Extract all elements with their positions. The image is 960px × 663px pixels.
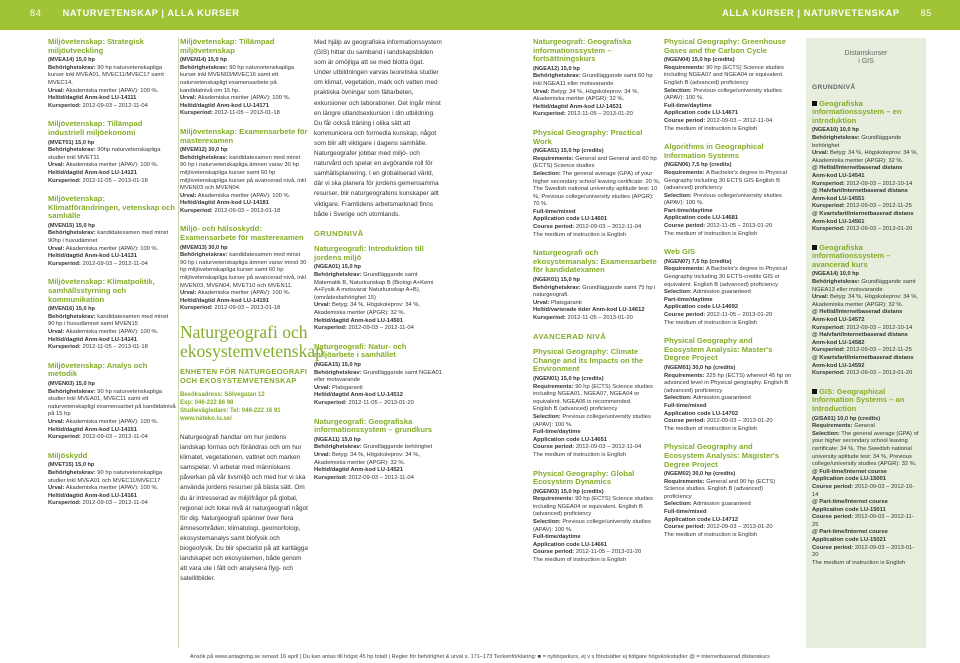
course-detail: Heltid/dagtid Anm-kod LU-14191 [180, 297, 270, 304]
course-detail: Course period: 2012-11-05 – 2013-01-20 [664, 312, 773, 318]
course-detail: Kursperiod: 2012-09-03 – 2012-10-14 [812, 180, 913, 187]
course-title[interactable]: Naturgeografi och ekosystemanalys: Examensarbete för kandidatexamen [533, 248, 657, 275]
course-detail: Behörighetskrav: Grundläggande samt NGEA01 eller motsvarande [314, 369, 442, 384]
course-detail: Behörighetskrav: 90 hp naturvetenskapliga kurser inkl MVEN03/MVEC16 samt ett naturvetenskapligt examensarbete på kandidatnivå om 15 hp. [180, 64, 295, 94]
course-detail: @ Kvartsfart/Internetbaserad distans [812, 355, 914, 361]
intro-text-cont: Med hjälp av geografiska informationssystem (GIS) hittar du samband i landskapsbilden som är omöjliga att se med blotta ögat. Under utbildningen varvas teoretiska studier om klimat, vegetation, mark och vatten med praktiska övningar som fältarbeten, exkursioner och laborationer. Det ingår minst en längre utlandsexkursion i din utbildning. Du får också träning i olika sätt att kommunicera och formedla kunskap, något som blir allt viktigare i dagens samhälle. Naturgeografer jobbar med miljö- och naturvård och spelar en avgörande roll för samhällsplanering. I en globaliserad värld, där vi ska planera för jordens gemensamma resurser, blir naturgeografens kunskaper allt viktigare. Framtidens arbetsmarknad finns både i Sverige och utomlands. [314, 39, 442, 218]
course-detail: Course period: 2012-09-03 – 2013-01-20 [812, 544, 915, 559]
course-entry [48, 195, 176, 268]
course-title[interactable]: Physical Geography: Practical Work [533, 127, 643, 146]
course-detail: Behörighetskrav: kandidatexamen med minst 90 hp i naturvetenskapliga ämnen varav minst 30 hp miljövetenskapliga kurser samt 60 hp miljövetenskapliga kurser på avancerad nivå, inkl MVEN03, MVEN04, MVET10 och MVEN11. [180, 252, 307, 289]
course-detail: Application code LU-14671 [664, 110, 739, 117]
course-detail: Heltid/dagtid Anm-kod LU-14161 [48, 492, 138, 499]
course-detail: Full-time/daytime [664, 102, 712, 109]
course-entry [48, 452, 176, 508]
course-entry [180, 128, 308, 216]
course-entry [533, 249, 661, 322]
course-detail: Requirements: A Bachelor's degree in Physical Geography including 30 ECTS-credits GIS or equivalent. English B (advanced) proficiency [664, 266, 787, 288]
course-detail: Requirements: 225 hp (ECTS) whereof 45 hp on advanced level in Physical geography. English B (advanced) proficiency [664, 372, 792, 394]
course-code: (MVEM12) 30,0 hp [180, 147, 228, 154]
course-code: (NGEN01) 15,0 hp (credits) [533, 375, 604, 382]
course-detail: Kursperiod: 2012-09-03 – 2012-11-04 [314, 474, 414, 481]
course-code: (NGEA12) 15,0 hp [533, 65, 580, 72]
course-detail: Urval: Akademiska meriter (APAV): 100 %. [180, 192, 291, 199]
course-title[interactable]: Geografiska informationssystem – avancerad kurs [812, 242, 891, 269]
section-subtitle-2: OCH EKOSYSTEMVETENSKAP [180, 376, 297, 385]
course-title[interactable]: Miljö- och hälsoskydd: Examensarbete för masterexamen [180, 224, 304, 243]
contact-info [180, 391, 308, 423]
course-detail: Urval: Platsgaranti [314, 384, 363, 391]
website-link[interactable]: www.nateko.lu.se/ [180, 416, 232, 422]
course-detail: @ Part-time/Internet course [812, 529, 888, 536]
course-detail: Kursperiod: 2012-09-03 – 2012-11-04 [48, 102, 148, 109]
course-detail: Urval: Platsgaranti [533, 299, 582, 306]
course-code: (NGEA11) 15,0 hp [314, 436, 361, 443]
course-entry [48, 278, 176, 351]
course-title[interactable]: Miljövetenskap: Klimatförändringen, vetenskap och samhälle [48, 194, 176, 221]
course-detail: The medium of instruction is English [533, 557, 627, 564]
course-title[interactable]: Miljövetenskap: Strategisk miljöutveckling [48, 37, 144, 55]
course-detail: @ Halvfart/Internetbaserad distans [812, 188, 908, 195]
page-number-left: 84 [30, 8, 42, 18]
section-subtitle-1: ENHETEN FÖR NATURGEOGRAFI [180, 367, 308, 376]
course-entry [664, 248, 792, 327]
course-detail: Behörighetskrav: kandidatexamen med minst 90hp i huvudämnet [48, 230, 169, 245]
course-entry [180, 38, 308, 118]
course-code: (MVEN16) 15,0 hp [48, 306, 95, 313]
course-detail: Heltid/dagtid Anm-kod LU-14141 [48, 336, 138, 343]
box-title-line-1: Distanskurser [844, 50, 888, 57]
course-entry [664, 337, 792, 433]
course-entry [533, 348, 661, 459]
course-detail: Kursperiod: 2012-09-03 – 2012-11-04 [48, 500, 148, 507]
course-entry [48, 120, 176, 185]
course-detail: Urval: Akademiska meriter (APAV): 100 %. [180, 95, 291, 102]
course-detail: Anm-kod LU-14561 [812, 218, 865, 225]
course-detail: Urval: Akademiska meriter (APAV): 100 %. [48, 329, 159, 335]
study-advisor: Studievägledare: Tel: 046-222 16 91 [180, 408, 281, 414]
course-detail: Urval: Akademiska meriter (APAV): 100 %. [48, 245, 159, 252]
course-title[interactable]: Physical Geography: Greenhouse Gases and the Carbon Cycle [664, 37, 786, 55]
course-entry [314, 245, 442, 333]
course-detail: Full-time/mixed [533, 208, 576, 215]
course-detail: Kursperiod: 2012-09-03 – 2012-11-25 [812, 347, 912, 354]
course-detail: Selection: Admission guaranteed [664, 395, 751, 402]
header-title-right: ALLA KURSER | NATURVETENSKAP [722, 8, 900, 18]
course-detail: Behörighetskrav: Grundläggande samt 75 hp i naturgeografi. [533, 284, 656, 299]
course-code: (NGEN03) 15,0 hp (credits) [533, 488, 604, 495]
course-entry [314, 418, 442, 483]
course-entry [664, 38, 792, 133]
course-detail: Selection: Admission guaranteed [664, 289, 751, 296]
course-entry [48, 38, 176, 110]
page-footer: Ansök på www.antagning.se senast 16 april | Du kan antas till högst 45 hp totalt | Regler för behörighet & urval s. 171–173 Teckenförklaring: ■ = nybörjarkurs, ej v s förutsätter ej tidigare högskolestudier @ = internetbaserad distanskurs [190, 654, 770, 660]
course-detail: Requirements: A Bachelor's degree in Physical Geography including 30 ECTS GIS English B (advanced) proficiency [664, 169, 787, 192]
course-detail: Full-time/mixed [664, 509, 707, 516]
course-detail: Heltid/dagtid Anm-kod LU-14171 [180, 102, 270, 109]
course-detail: Kursperiod: 2012-09-03 – 2013-01-20 [812, 226, 913, 233]
course-code: (NGEA14) 10,0 hp [812, 271, 859, 278]
course-title[interactable]: Algorithms in Geographical Information Systems [664, 142, 764, 160]
course-detail: Behörighetskrav: Grundläggande behörighet [314, 444, 433, 451]
course-detail: Selection: Previous college/university studies (APAV): 100 %. [664, 87, 782, 102]
course-detail: Heltid/varierade tider Anm-kod LU-14612 [533, 307, 645, 314]
course-entry [812, 100, 920, 234]
course-entry [664, 443, 792, 539]
course-detail: Behörighetskrav: Grundläggande samt Matematik B, Naturkunskap B (Biologi A+Kemi A+Fysik A motsvarar Naturkunskap A+B), (områdesbehörighet 15) [314, 272, 434, 301]
course-detail: Selection: The general average (GPA) of your higher secondary school leaving certificate: 20 %, The Swedish national university aptitude test: 10 %, Previous college/university studies (APGR): 70 %. [533, 170, 661, 208]
section-title: Naturgeografi och ekosystemvetenskap [180, 322, 324, 361]
course-title[interactable]: Naturgeografi: Geografiska informationssystem – grundkurs [314, 416, 433, 435]
course-detail: Heltid/dagtid Anm-kod LU-14521 [314, 467, 404, 474]
course-detail: Requirements: General [812, 423, 875, 430]
course-detail: Urval: Betyg: 34 %, Högskoleprov: 34 %, Akademiska meriter (APGR): 32 %. [812, 150, 919, 164]
course-detail: Anm-kod LU-14551 [812, 195, 865, 202]
beginner-course-icon [812, 101, 817, 106]
beginner-course-icon [812, 245, 817, 250]
course-code: (MVEN03) 15,0 hp [48, 380, 95, 387]
course-detail: Behörighetskrav: 90 hp naturvetenskapliga studier inkl MVEA01 och MVEC11/MVEC17 [48, 469, 163, 484]
column-divider [178, 38, 179, 648]
course-detail: Full-time/daytime [533, 534, 581, 541]
course-detail: Selection: Previous college/university studies (APAV): 100 %. [664, 192, 782, 207]
course-entry [533, 129, 661, 239]
course-title[interactable]: Miljöskydd [48, 450, 88, 460]
course-detail: The medium of instruction is English [664, 230, 758, 237]
course-code: (NGEA51) 15,0 hp (credits) [533, 148, 604, 155]
course-detail: Behörighetskrav: Grundläggande samt 60 hp inkl NGEA11 eller motsvarande [533, 73, 653, 87]
course-detail: Course period: 2012-09-03 – 2012-11-04 [533, 224, 642, 231]
course-detail: Urval: Betyg: 34 %, Högskoleprov: 34 %, Akademiska meriter (APGR): 32 %. [314, 302, 421, 317]
box-title [812, 50, 920, 66]
course-detail: Part-time/daytime [664, 207, 713, 214]
column-4-courses [533, 38, 661, 323]
course-title[interactable]: Naturgeografi: Natur- och miljöarbete i samhället [314, 341, 407, 360]
course-entry [180, 225, 308, 313]
course-detail: Application code LU-14651 [533, 436, 608, 443]
course-detail: The medium of instruction is English [664, 125, 758, 132]
page-header [0, 0, 960, 30]
course-detail: @ Full-time/Internet course [812, 468, 887, 475]
course-title[interactable]: Physical Geography and Ecosystem Analysis: Magister's Degree Project [664, 442, 780, 469]
course-code: (MVET01) 15,0 hp [48, 139, 95, 146]
course-detail: Urval: Akademiska meriter (APAV): 100 %. [48, 162, 159, 169]
course-detail: The medium of instruction is English [664, 425, 758, 432]
course-detail: Kursperiod: 2012-11-05 – 2013-01-20 [533, 111, 633, 118]
course-detail: Course period: 2012-09-03 – 2012-11-25 [812, 514, 914, 528]
course-detail: Kursperiod: 2012-09-03 – 2013-01-18 [180, 207, 281, 214]
column-3 [314, 38, 442, 492]
course-detail: The medium of instruction is English [533, 231, 627, 238]
course-detail: Urval: Akademiska meriter (APAV): 100 %. [180, 290, 291, 297]
visit-address: Besöksadress: Sölvegatan 12 [180, 392, 265, 398]
course-detail: Anm-kod LU-14582 [812, 339, 865, 346]
page-number-right: 85 [920, 8, 932, 18]
course-detail: @ Kvartsfart/Internetbaserad distans [812, 210, 914, 217]
distance-courses-box [806, 38, 926, 648]
course-detail: English B (advanced) proficiency [533, 406, 618, 413]
course-code: (NGEN04) 15,0 hp (credits) [664, 57, 735, 64]
course-code: (MVEM13) 30,0 hp [180, 244, 228, 251]
course-detail: Kursperiod: 2012-11-05 – 2013-01-18 [180, 110, 280, 117]
course-detail: Heltid/dagtid Anm-kod LU-14131 [48, 253, 138, 260]
course-detail: Heltid/dagtid Anm-kod LU-14151 [48, 426, 138, 433]
course-code: (NGEM02) 30,0 hp (credits) [664, 471, 736, 478]
course-entry [533, 470, 661, 565]
course-detail: Urval: Akademiska meriter (APAV): 100 %. [48, 485, 159, 492]
course-detail: Course period: 2012-11-05 – 2013-01-20 [664, 223, 773, 230]
course-detail: Course period: 2012-09-03 – 2012-10-14 [812, 483, 915, 498]
course-entry [812, 244, 920, 378]
course-title[interactable]: Physical Geography and Ecosystem Analysis: Master's Degree Project [664, 336, 773, 363]
course-detail: Kursperiod: 2012-11-05 – 2013-01-20 [314, 399, 414, 406]
course-detail: Urval: Betyg: 34 %, Högskoleprov: 34 %, Akademiska meriter (APGR): 32 %. [533, 88, 640, 103]
course-detail: Course period: 2012-09-03 – 2012-11-04 [533, 444, 642, 451]
course-detail: Urval: Akademiska meriter (APAV): 100 %. [48, 418, 159, 425]
course-detail: Requirements: 90 hp (ECTS) Science studies including NGEA01, NGEA07, NGEA04 or equivalent. NGEA06 is recommended. [533, 383, 653, 405]
course-detail: Heltid/dagtid Anm-kod LU-14531 [533, 103, 623, 110]
course-code: (NGEN07) 7,5 hp (credits) [664, 258, 732, 265]
box-level-heading: GRUNDNIVÅ [812, 84, 856, 91]
course-code: (NGEA01) 15,0 hp [314, 264, 361, 271]
course-detail: Heltid/dagtid Anm-kod LU-14512 [314, 392, 404, 399]
course-code: (GISA01) 10,0 hp (credits) [812, 415, 881, 422]
column-2-courses [180, 38, 308, 313]
course-title[interactable]: GIS: Geographical Information Systems – an Introduction [812, 386, 905, 413]
course-detail: @ Heltid/Internetbaserad distans [812, 309, 903, 316]
course-detail: Application code LU-14692 [664, 304, 739, 311]
header-title-left: NATURVETENSKAP | ALLA KURSER [62, 8, 240, 18]
course-detail: Heltid/dagtid Anm-kod LU-14501 [314, 317, 404, 324]
column-4-courses-advanced [533, 348, 661, 564]
course-detail: The medium of instruction is English [664, 319, 758, 326]
course-detail: Application code LU-14702 [664, 410, 739, 417]
header-left [12, 8, 240, 18]
course-entry [812, 388, 920, 568]
course-detail: Kursperiod: 2012-09-03 – 2012-10-14 [812, 324, 913, 331]
course-detail: The medium of instruction is English [664, 531, 758, 538]
course-detail: Application code LU-15011 [812, 506, 886, 513]
course-detail: Urval: Akademiska meriter (APAV): 100 %. [48, 87, 159, 94]
course-detail: Selection: Admission guaranteed [664, 501, 751, 508]
course-detail: Heltid/dagtid Anm-kod LU-14111 [48, 95, 137, 102]
course-detail: Course period: 2012-09-03 – 2013-01-20 [664, 418, 773, 425]
course-detail: @ Halvfart/Internetbaserad distans [812, 332, 908, 339]
course-title[interactable]: Physical Geography: Global Ecosystem Dynamics [533, 468, 635, 487]
course-detail: Behörighetskrav: Grundläggande behörighet [812, 134, 902, 149]
course-detail: Requirements: General and General and 60 hp (ECTS) Science studies [533, 155, 657, 170]
course-detail: Requirements: General and 90 hp (ECTS) Science studies. English B (advanced) proficiency [664, 478, 776, 500]
course-title[interactable]: Miljövetenskap: Analys och metodik [48, 360, 148, 379]
course-detail: Kursperiod: 2012-09-03 – 2012-11-04 [48, 260, 148, 267]
column-5 [664, 38, 792, 549]
course-title[interactable]: Miljövetenskap: Examensarbete för masterexamen [180, 126, 308, 145]
course-detail: Kursperiod: 2012-11-05 – 2013-01-18 [48, 344, 148, 351]
course-entry [314, 343, 442, 408]
course-detail: Application code LU-14712 [664, 516, 739, 523]
course-detail: Application code LU-14681 [664, 215, 739, 222]
course-title[interactable]: Naturgeografi: Introduktion till jordens miljö [314, 244, 424, 262]
course-detail: Behörighetskrav: 90hp naturvetenskapliga studier inkl MVET11 [48, 147, 161, 161]
course-detail: Selection: Previous college/university studies (APAV): 100 %. [533, 413, 651, 428]
course-detail: Full-time/daytime [533, 429, 581, 436]
course-detail: Kursperiod: 2012-09-03 – 2013-01-18 [180, 305, 281, 312]
course-detail: Requirements: 90 hp (ECTS) Science studies including NGEA04 or equivalent. English B (advanced) proficiency [533, 496, 653, 518]
course-title[interactable]: Miljövetenskap: Tillämpad industriell miljöekonomi [48, 119, 143, 137]
course-detail: Kursperiod: 2012-11-05 – 2013-01-18 [48, 177, 148, 184]
course-code: (MVEN15) 15,0 hp [48, 222, 95, 229]
course-title[interactable]: Web GIS [664, 247, 696, 257]
course-detail: Heltid/dagtid Anm-kod LU-14121 [48, 169, 138, 176]
course-detail: Kursperiod: 2012-09-03 – 2012-11-25 [812, 203, 912, 210]
course-entry [533, 38, 661, 119]
course-detail: Urval: Betyg: 34 %, Högskoleprov: 34 %, Akademiska meriter (APGR): 32 %. [812, 294, 919, 308]
column-2 [180, 37, 324, 584]
course-detail: Anm-kod LU-14541 [812, 172, 865, 179]
header-right [722, 8, 950, 18]
course-entry [48, 362, 176, 442]
course-detail: Anm-kod LU-14592 [812, 362, 865, 369]
course-detail: Kursperiod: 2012-09-03 – 2013-01-20 [812, 370, 913, 377]
course-detail: Application code LU-15001 [812, 476, 887, 483]
course-entry [664, 143, 792, 238]
course-detail: Requirements: 90 hp (ECTS) Science studies including NGEA07 and NGEA04 or equivalent. English B (advanced) proficiency [664, 64, 784, 86]
course-code: (NGEA15) 15,0 hp [314, 362, 361, 368]
course-detail: Behörighetskrav: Grundläggande samt NGEA13 eller motsvarande [812, 279, 916, 293]
intro-text: Naturgeografi handlar om hur jordens landskap formas och förändras och om hur klimatet, vegetationen, vattnet och marken samspelar. Vi arbetar med människans påverkan på vår livsmiljö och med hur vi ska använda jordens resurser på bästa sätt. Om du är intresserad av miljöfrågor på global, regional och lokal nivå är naturgeografi något för dig. Naturgeografi spänner över flera ämnesområden; klimatologi, geomorfologi, ekosystemanalys samt biofysik och biogeofysik. Du blir specialist på att kartlägga landskapet och ekosystemen, både genom att vara ute i fält och analysera flyg- och satellitbilder. [180, 434, 308, 583]
course-detail: Course period: 2012-09-03 – 2012-11-04 [664, 117, 773, 124]
course-detail: Part-time/daytime [664, 296, 713, 303]
course-detail: @ Heltid/Internetbaserad distans [812, 165, 903, 172]
course-detail: The medium of instruction is English [812, 559, 906, 566]
course-detail: Heltid/dagtid Anm-kod LU-14181 [180, 200, 270, 207]
course-detail: Course period: 2012-09-03 – 2013-01-20 [664, 524, 773, 531]
course-detail: Behörighetskrav: 90 hp naturvetenskapliga studier inkl MVEA01, MVEC11 samt ett naturvetenskapligt examensarbet på kandidatnivå på 15 hp [48, 388, 176, 418]
course-detail: Selection: The general average (GPA) of your higher secondary school leaving certificate: 34 %, The Swedish national university aptitude test: 34 %, Previous college/university studies (APGR): 32 %. [812, 430, 919, 468]
course-detail: Full-time/mixed [664, 402, 707, 409]
column-4 [533, 38, 661, 575]
course-detail: Selection: Previous college/university studies (APAV): 100 %. [533, 519, 651, 533]
course-code: (MVEN14) 15,0 hp [180, 57, 227, 64]
level-heading: GRUNDNIVÅ [314, 228, 364, 238]
course-detail: Behörighetskrav: kandidatexamen med minst 90 hp i naturvetenskapliga ämnen varav 30 hp miljövetenskapliga kurser samt 60 hp miljövetenskapliga kurser på avancerad nivå, inkl MVEN03 och MVEN04. [180, 154, 306, 192]
column-3-courses [314, 245, 442, 482]
course-code: (MVET15) 15,0 hp [48, 462, 95, 469]
course-title[interactable]: Geografiska informationssystem – en introduktion [812, 98, 902, 125]
box-title-line-2: i GIS [858, 58, 874, 65]
course-detail: Behörighetskrav: 90 hp naturvetenskapliga kurser inkl MVEA01, MVEC11/MVEC17 samt MVEC14. [48, 64, 164, 86]
course-detail: Urval: Betyg: 34 %, Högskoleprov: 34 %, Akademiska meriter (APGR): 32 %. [314, 451, 421, 466]
box-courses [812, 100, 920, 568]
course-title[interactable]: Miljövetenskap: Tillämpad miljövetenskap [180, 37, 275, 55]
course-detail: Kursperiod: 2012-09-03 – 2012-11-04 [48, 434, 148, 441]
course-detail: Application code LU-15021 [812, 537, 887, 544]
course-detail: The medium of instruction is English [533, 451, 627, 458]
course-code: (NGEK01) 15,0 hp [533, 277, 580, 284]
course-code: (NGEM01) 30,0 hp (credits) [664, 364, 736, 371]
course-detail: Behörighetskrav: kandidatexamen med minst 90 hp i huvudämnet samt MVEN15 [48, 313, 169, 328]
course-detail: Application code LU-14601 [533, 216, 608, 223]
course-title[interactable]: Physical Geography: Climate Change and its Impacts on the Environment [533, 347, 644, 374]
course-title[interactable]: Miljövetenskap: Klimatpolitik, samhällsstyrning och kommunikation [48, 277, 155, 304]
course-title[interactable]: Naturgeografi: Geografiska informationssystem – fortsättningskurs [533, 37, 632, 64]
course-detail: Kursperiod: 2012-09-03 – 2012-11-04 [314, 325, 414, 332]
level-heading-advanced: AVANCERAD NIVÅ [533, 331, 607, 341]
course-code: (NGEA10) 10,0 hp [812, 127, 859, 134]
course-detail: Anm-kod LU-14572 [812, 317, 865, 324]
course-detail: @ Part-time/Internet course [812, 499, 888, 506]
phone: Exp: 046-222 86 98 [180, 400, 234, 406]
course-detail: Kursperiod: 2012-11-05 – 2013-01-20 [533, 315, 633, 321]
course-detail: Course period: 2012-11-05 – 2013-01-20 [533, 549, 642, 556]
course-code: (NGEN06) 7,5 hp (credits) [664, 162, 732, 169]
beginner-course-icon [812, 389, 817, 394]
column-1 [48, 38, 176, 518]
course-detail: Application code LU-14661 [533, 541, 608, 548]
course-code: (MVEA14) 15,0 hp [48, 57, 95, 64]
